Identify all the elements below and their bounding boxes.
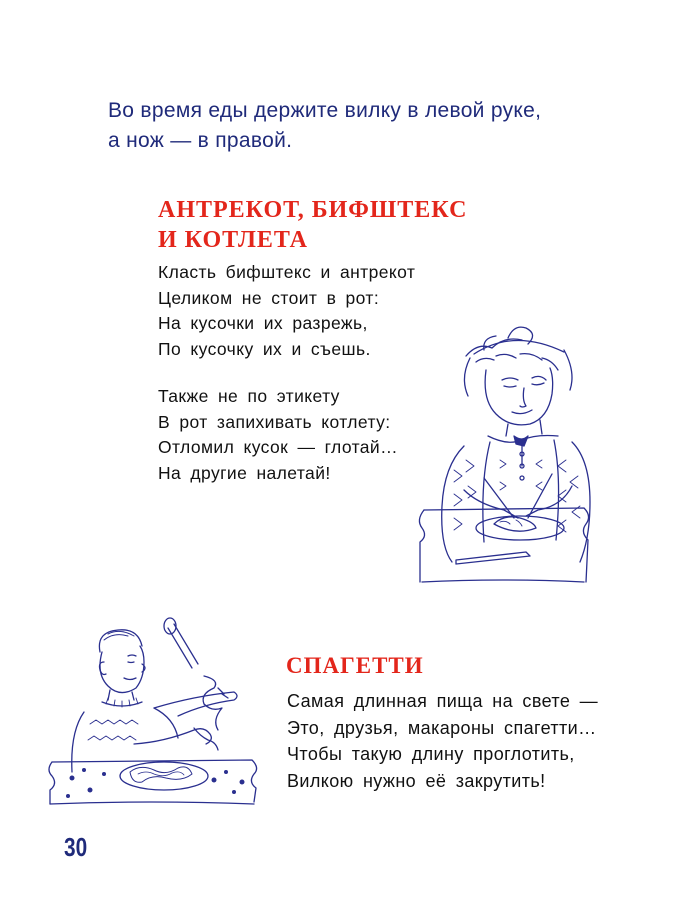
stanza-gap <box>158 362 415 384</box>
poem-line: Класть бифштекс и антрекот <box>158 262 416 282</box>
woman-eating-illustration <box>404 310 594 590</box>
poem-steak <box>158 260 415 486</box>
section-heading-steak <box>158 195 467 255</box>
poem-line: Вилкою нужно её закрутить! <box>287 770 546 791</box>
intro-line-1: Во время еды держите вилку в левой руке, <box>108 99 542 122</box>
poem-spaghetti <box>287 688 598 794</box>
poem-line: Самая длинная пища на свете — <box>287 691 599 711</box>
poem-line: Это, друзья, макароны спагетти… <box>287 717 597 738</box>
section-heading-spaghetti: СПАГЕТТИ <box>286 653 424 678</box>
poem-line: На другие налетай! <box>158 462 331 483</box>
intro-line-2: а нож — в правой. <box>108 129 293 152</box>
boy-spaghetti-illustration <box>44 612 264 812</box>
page-number: 30 <box>64 832 88 862</box>
poem-line: В рот запихивать котлету: <box>158 411 391 432</box>
poem-line: Целиком не стоит в рот: <box>158 287 380 308</box>
intro-text <box>108 96 628 156</box>
poem-line: Также не по этикету <box>158 386 340 406</box>
poem-line: Чтобы такую длину проглотить, <box>287 744 575 764</box>
poem-line: На кусочки их разрежь, <box>158 313 368 333</box>
poem-line: Отломил кусок — глотай… <box>158 437 399 457</box>
heading-line-2: И КОТЛЕТА <box>158 227 308 253</box>
poem-line: По кусочку их и съешь. <box>158 338 371 359</box>
heading-line-1: АНТРЕКОТ, БИФШТЕКС <box>158 197 468 223</box>
